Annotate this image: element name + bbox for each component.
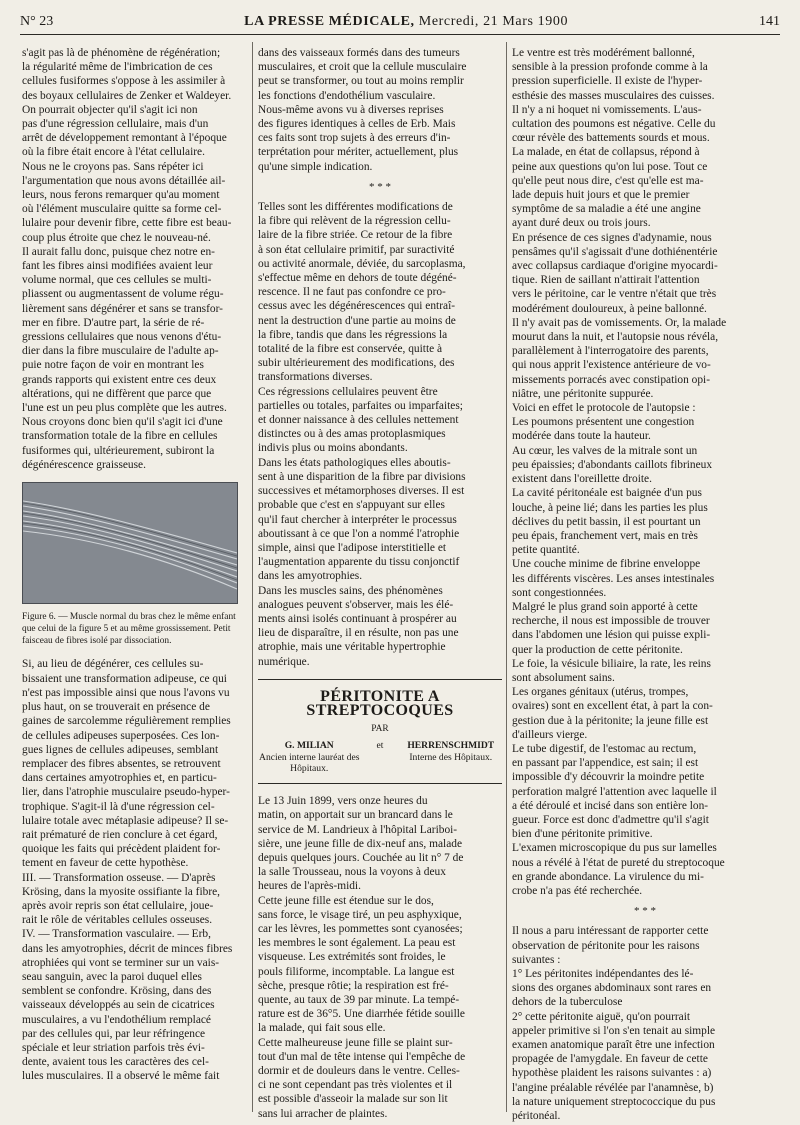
article-title: PÉRITONITE A STREPTOCOQUES [306,687,454,719]
journal-name: LA PRESSE MÉDICALE, [244,14,415,29]
text-line: Nous croyons donc bien qu'il s'agit ici d'une [22,416,223,429]
text-line: sont congestionnées. [512,586,607,599]
text-line: à son état cellulaire primitif, par suractivité [258,243,455,256]
text-line: suivantes : [512,953,561,966]
text-line: sèche, presque rôtie; la respiration est fré- [258,979,449,992]
text-line: mer en fibre. D'autre part, la série de ré- [22,316,205,329]
author-separator: et [376,739,384,751]
text-line: les fonctions d'endothélium vasculaire. [258,89,436,102]
text-line: ovaires) sont en excellent état, à part la con- [512,700,713,713]
text-line: L'examen microscopique du pus sur lamelles [512,842,717,855]
text-line: examen anatomique paraît être une infection [512,1039,715,1052]
text-line: perforation malgré l'attention avec laquelle il [512,785,717,798]
text-line: peu épaissies; d'abondants caillots fibrineux [512,458,713,471]
text-line: Nous-même avons vu à diverses reprises [258,103,444,116]
text-line: où l'élément musculaire quitte sa forme cel- [22,203,222,216]
text-line: aboutissant à ce que l'on a nommé l'atrophie [258,527,460,540]
column-divider [506,42,507,1112]
text-line: gaines de sarcolemme régulièrement remplies [22,715,231,728]
column-3 [512,46,778,1123]
text-line: nous a révélé à l'état de pureté du streptocoque [512,856,725,869]
text-line: les différents viscères. Les anses intestinales [512,572,715,585]
text-line: Il n'y avait pas de vomissements. Or, la malade [512,316,727,329]
text-line: gues lignes de cellules adipeuses, semblant [22,743,219,756]
author-2-title: Interne des Hôpitaux. [409,751,493,763]
column-2-text-b [258,200,502,669]
text-line: des boyaux cellulaires de Zenker et Waldeyer. [22,89,232,102]
text-line: de cellules adipeuses superposées. Ces lon- [22,729,220,742]
text-line: Voici en effet le protocole de l'autopsie : [512,402,696,415]
text-line: tout d'un mal de tête intense qui l'empêche de [258,1050,466,1063]
text-line: symptôme de sa maladie a été une angine [512,203,701,216]
text-line: probable que c'est en s'appuyant sur elles [258,499,445,512]
text-line: d'ailleurs vierge. [512,728,588,741]
text-line: appeler primitive si l'on s'en tenait au simple [512,1024,716,1037]
text-line: rait prématuré de rien conclure à cet égard, [22,828,218,841]
text-line: remplacer des fibres absentes, se retrouvent [22,757,221,770]
text-line: rait le rôle de véritables cellules osseuses. [22,914,213,927]
text-line: Le tube digestif, de l'estomac au rectum, [512,742,697,755]
text-line: gressions cellulaires que nous venons d'étu- [22,331,222,344]
text-line: propagée de l'amygdale. En faveur de cette [512,1053,708,1066]
article-heading [258,679,502,784]
text-line: transformations diverses. [258,371,373,384]
text-line: bissaient une transformation adipeuse, ce qui [22,672,227,685]
text-line: Il nous a paru intéressant de rapporter cette [512,925,709,938]
column-divider [252,42,253,1112]
text-line: peu épais, franchement vert, mais en très [512,529,698,542]
text-line: en passant par l'appendice, est sain; il est [512,757,699,770]
text-line: Le ventre est très modérément ballonné, [512,47,695,59]
text-line: la salle Trousseau, nous la voyons à deux [258,866,446,879]
text-line: IV. — Transformation vasculaire. — Erb, [22,928,211,941]
text-line: Le foie, la vésicule biliaire, la rate, les reins [512,657,711,670]
text-line: la régularité même de l'imbrication de ces [22,61,213,74]
text-line: plus haut, on se trouverait en présence de [22,701,210,714]
text-line: la malade, qui fait sous elle. [258,1022,386,1035]
section-stars: * * * [634,905,656,918]
text-line: totalité de la fibre est conservée, quitte à [258,343,443,356]
text-line: 2° cette péritonite aiguë, qu'on pourrait [512,1010,691,1023]
author-1 [258,740,360,775]
folio-number: 141 [758,14,780,29]
text-line: sans force, le visage tiré, un peu asphyxique, [258,908,462,921]
text-line: s'effectue même en dehors de toute dégéné- [258,272,457,285]
text-line: modérément douloureux, à peine ballonné. [512,302,707,315]
text-line: dégénérescence graisseuse. [22,458,146,471]
text-line: pression superficielle. Il existe de l'hyper- [512,75,703,88]
text-line: tement en faveur de cette hypothèse. [22,857,189,870]
text-line: cœur révèle des battements sourds et mous. [512,132,710,145]
text-line: matin, on apportait sur un brancard dans le [258,809,453,822]
text-line: esthésie des masses musculaires des cuisses. [512,89,715,102]
text-line: indivis plus ou moins abondants. [258,442,408,455]
text-line: Dans les muscles sains, des phénomènes [258,584,443,597]
text-line: volume normal, que ces cellules se multi- [22,274,212,287]
text-line: En présence de ces signes d'adynamie, nous [512,231,712,244]
text-line: s'agit pas là de phénomène de régénération; [22,47,221,59]
text-line: car les lèvres, les pommettes sont cyanosées; [258,922,463,935]
text-line: dehors de la tuberculose [512,996,623,1009]
text-line: sions des organes abdominaux sont rares en [512,982,712,995]
column-2-text-a [258,46,502,174]
text-line: quer la production de cette péritonite. [512,643,683,656]
text-line: qu'elle peut nous dire, c'est qu'elle est ma- [512,174,704,187]
column-1 [22,46,248,1084]
text-line: Les organes génitaux (utérus, trompes, [512,686,689,699]
text-line: petite quantité. [512,544,580,557]
text-line: nent la destruction d'une partie au moins de [258,314,456,327]
text-line: mourut dans la nuit, et l'autopsie nous révéla, [512,331,719,344]
text-line: a été déroulé et incisé dans son entière lon- [512,799,709,812]
text-line: impossible d'y découvrir la moindre petite [512,771,705,784]
text-line: des figures identiques à celles de Erb. Mais [258,118,456,131]
text-line: dans certaines amyotrophies et, en particu- [22,772,217,785]
text-line: sent à une disparition de la fibre par divisions [258,470,466,483]
text-line: 1° Les péritonites indépendantes des lé- [512,968,694,980]
text-line: niâtre, une péritonite suppurée. [512,387,654,400]
text-line: gueur. Force est donc d'admettre qu'il s'agit [512,813,709,826]
text-line: sière, une jeune fille de dix-neuf ans, malade [258,837,462,850]
text-line: Dans les états pathologiques elles aboutis- [258,456,451,469]
text-line: rescence. Il ne faut pas confondre ce pro- [258,286,446,299]
column-1-text-b [22,657,248,1083]
text-line: Les poumons présentent une congestion [512,416,695,429]
text-line: fusiformes qui, ultérieurement, subiront la [22,444,215,457]
text-line: lièrement sans dégénérer et sans se transfor- [22,302,223,315]
text-line: cultation des poumons est négative. Celle du [512,118,716,131]
text-line: vers le péritoine, car le ventre n'était que très [512,288,717,301]
author-2 [400,740,502,775]
text-line: Telles sont les différentes modifications de [258,201,453,214]
column-2 [258,46,502,1121]
text-line: en grande abondance. La virulence du mi- [512,870,704,883]
text-line: pensâmes qu'il s'agissait d'une dothiénentérie [512,245,718,258]
text-line: Au cœur, les valves de la mitrale sont un [512,444,698,457]
text-line: terprétation pour mériter, actuellement, plus [258,146,459,159]
text-line: III. — Transformation osseuse. — D'après [22,871,216,884]
text-line: péritonéal. [512,1110,561,1123]
text-line: bien d'une péritonite primitive. [512,828,653,841]
section-stars: * * * [369,180,391,193]
text-line: pas d'une régression cellulaire, mais d'un [22,118,209,131]
text-line: l'angine préalable révélée par l'anamnèse, b) [512,1081,714,1094]
text-line: Malgré le plus grand soin apporté à cette [512,600,698,613]
text-line: Une couche minime de fibrine enveloppe [512,558,701,571]
text-line: fant les fibres ainsi modifiées avaient leur [22,260,213,273]
text-line: depuis quelques jours. Couchée au lit n° 7 de [258,851,464,864]
journal-title-line [244,14,568,30]
text-line: hypothèse plaident les raisons suivantes : a) [512,1067,712,1080]
text-line: ces faits sont trop sujets à des erreurs d'in- [258,132,451,145]
text-line: lier, dans l'atrophie musculaire pseudo-hyper- [22,786,230,799]
text-line: après avoir repris son état cellulaire, joue- [22,899,214,912]
text-line: dans des vaisseaux formés dans des tumeurs [258,47,460,59]
text-line: atrophie, mais une véritable hypertrophie [258,641,446,654]
text-line: service de M. Landrieux à l'hôpital Lariboi- [258,823,458,836]
text-line: Cette jeune fille est étendue sur le dos, [258,894,434,907]
text-line: qui nous apprit l'existence antérieure de vo- [512,359,711,372]
byline-par: PAR [371,724,389,735]
text-line: l'une est un peu plus complète que les autres. [22,402,227,415]
text-line: pliassent ou augmentassent de volume régu- [22,288,224,301]
text-line: n'est pas impossible ainsi que nous l'avons vu [22,686,230,699]
text-line: ou activité anormale, déviée, du sarcoplasma, [258,257,466,270]
text-line: pouls filiforme, incomptable. La langue est [258,965,455,978]
text-line: dans les amyotrophies. [258,570,363,583]
text-line: altérations, qui ne diffèrent que parce que [22,387,212,400]
text-line: parallèlement à l'interrogatoire des parents, [512,345,709,358]
text-line: ayant duré deux ou trois jours. [512,217,651,230]
text-line: spéciale et leur striation parfois très évi- [22,1041,205,1054]
text-line: par des cellules qui, par leur réfringence [22,1027,206,1040]
text-line: lieu de disparaître, il en résulte, non pas une [258,627,459,640]
column-2-text-c [258,794,502,1121]
text-line: La cavité péritonéale est baignée d'un pus [512,487,702,500]
figure-6-caption: Figure 6. — Muscle normal du bras chez le même enfant que celui de la figure 5 et au même grossissement. Petit faisceau de fibres isolé par dissociation. [22,612,236,646]
text-line: existent dans l'oreillette droite. [512,473,652,486]
text-line: avec collapsus cardiaque d'origine myocardi- [512,260,718,273]
text-line: la nature uniquement streptococcique du pus [512,1095,716,1108]
text-line: vaisseaux développés au sein de cicatrices [22,999,215,1012]
text-line: louche, à peine lié; dans les parties les plus [512,501,708,514]
column-3-text-b [512,924,778,1123]
text-line: Nous ne le croyons pas. Sans répéter ici [22,160,204,173]
text-line: semblent se confondre. Krösing, dans des [22,985,212,998]
text-line: analogues peuvent s'observer, mais les élé- [258,598,454,611]
text-line: visqueuse. Les extrémités sont froides, le [258,951,446,964]
text-line: puie notre façon de voir en montrant les [22,359,204,372]
text-line: peine aux questions qu'on lui pose. Tout ce [512,160,708,173]
text-line: La malade, en état de collapsus, répond à [512,146,700,159]
text-line: On pourrait objecter qu'il s'agit ici non [22,103,198,116]
text-line: est possible d'asseoir la malade sur son lit [258,1093,448,1106]
text-line: lade depuis huit jours et que le premier [512,189,690,202]
text-line: gestion due à la péritonite; la jeune fille est [512,714,709,727]
column-1-text-a [22,46,248,472]
text-line: sans lui arracher de plaintes. [258,1107,388,1120]
text-line: heures de l'après-midi. [258,880,361,893]
text-line: dans l'abdomen une lésion qui puisse expli- [512,629,711,642]
text-line: leurs, nous ferons remarquer qu'au moment [22,189,220,202]
issue-date: Mercredi, 21 Mars 1900 [418,14,569,29]
text-line: simple, ainsi que l'adipose interstitielle et [258,541,447,554]
text-line: quente, au taux de 39 par minute. La tempé- [258,993,460,1006]
author-2-name: HERRENSCHMIDT [407,739,495,751]
text-line: l'argumentation que nous avons détaillée ail- [22,174,226,187]
text-line: partielles ou totales, parfaites ou imparfaites; [258,399,463,412]
text-line: tique. Rien de saillant n'attirait l'attention [512,274,700,287]
text-line: crobe n'a pas été recherchée. [512,884,643,897]
text-line: dormir et de douleurs dans le ventre. Celles- [258,1064,460,1077]
text-line: transformation totale de la fibre en cellules [22,430,218,443]
page-number: N° 23 [20,14,54,29]
text-line: atrophiées qui vont se terminer sur un vais- [22,956,220,969]
text-line: Cette malheureuse jeune fille se plaint sur- [258,1036,453,1049]
text-line: subir ultérieurement des modifications, des [258,357,455,370]
text-line: où la fibre était encore à l'état cellulaire. [22,146,205,159]
text-line: quoique les faits qui précèdent plaident for- [22,843,221,856]
text-line: l'augmentation apparente du tissu conjonctif [258,556,460,569]
text-line: musculaires, a vu l'endothélium remplacé [22,1013,211,1026]
figure-6-image [22,482,238,604]
text-line: qu'il faut chercher à interpréter le processus [258,513,457,526]
header-rule [20,34,780,35]
author-1-name: G. MILIAN [284,739,334,751]
text-line: dans les amyotrophies, décrit de minces fibres [22,942,233,955]
text-line: ments ainsi isolés continuant à prospérer au [258,612,457,625]
text-line: lulaire pour devenir fibre, cette fibre est beau- [22,217,232,230]
text-line: musculaires, et croit que la cellule musculaire [258,61,467,74]
text-line: les membres le sont également. La peau est [258,937,456,950]
muscle-fiber-micrograph [23,483,237,603]
text-line: cellules fusiformes s'oppose à les assimiler à [22,75,226,88]
text-line: numérique. [258,655,310,668]
text-line: sensible à la pression profonde comme à la [512,61,708,74]
text-line: lulaire totale avec métaplasie adipeuse? Il se- [22,814,229,827]
text-line: et donner naissance à des cellules nettement [258,414,459,427]
author-block [258,740,502,775]
page-header [20,12,780,32]
text-line: dente, avaient tous les caractères des cel- [22,1056,209,1069]
text-line: seau sanguin, avec la paroi duquel elles [22,970,202,983]
text-line: dier dans la fibre musculaire de l'adulte ap- [22,345,219,358]
text-line: modérée dans toute la hauteur. [512,430,651,443]
text-line: la fibre, tandis que dans les régressions la [258,328,448,341]
text-line: peut se transformer, ou tout au moins remplir [258,75,464,88]
text-line: observation de péritonite pour les raisons [512,939,700,952]
text-line: Le 13 Juin 1899, vers onze heures du [258,795,428,808]
author-1-title: Ancien interne lauréat des Hôpitaux. [259,751,360,775]
text-line: recherche, il nous est impossible de trouver [512,615,710,628]
text-line: Il n'y a ni hoquet ni vomissements. L'aus- [512,103,702,116]
text-line: la fibre qui relèvent de la régression cellu- [258,215,451,228]
text-line: ci ne sont cependant pas très violentes et il [258,1079,453,1092]
text-line: trophique. S'agit-il là d'une régression cel- [22,800,215,813]
text-line: grands rapports qui existent entre ces deux [22,373,217,386]
text-line: missements porracés avec constipation opi- [512,373,711,386]
text-line: déclives du petit bassin, il est pourtant un [512,515,701,528]
column-3-text-a [512,46,778,898]
text-line: Ces régressions cellulaires peuvent être [258,385,438,398]
text-line: Krösing, dans la myosite ossifiante la fibre, [22,885,221,898]
text-line: lules musculaires. Il a observé le même fait [22,1070,220,1083]
text-line: distinctes ou à des amas protoplasmiques [258,428,446,441]
text-line: coup plus étroite que chez le nouveau-né. [22,231,211,244]
text-line: arrêt de développement remontant à l'époque [22,132,227,145]
text-line: laire de la fibre striée. Ce retour de la fibre [258,229,453,242]
text-line: rature est de 36°5. Une diarrhée fétide souille [258,1008,465,1021]
text-line: sont absolument sains. [512,671,615,684]
text-line: qu'une simple indication. [258,160,373,173]
text-line: cessus avec les dégénérescences qui entraî- [258,300,456,313]
text-line: Si, au lieu de dégénérer, ces cellules su- [22,658,204,671]
text-line: successives et métamorphoses diverses. Il est [258,485,465,498]
text-line: Il aurait fallu donc, puisque chez notre en- [22,245,215,258]
